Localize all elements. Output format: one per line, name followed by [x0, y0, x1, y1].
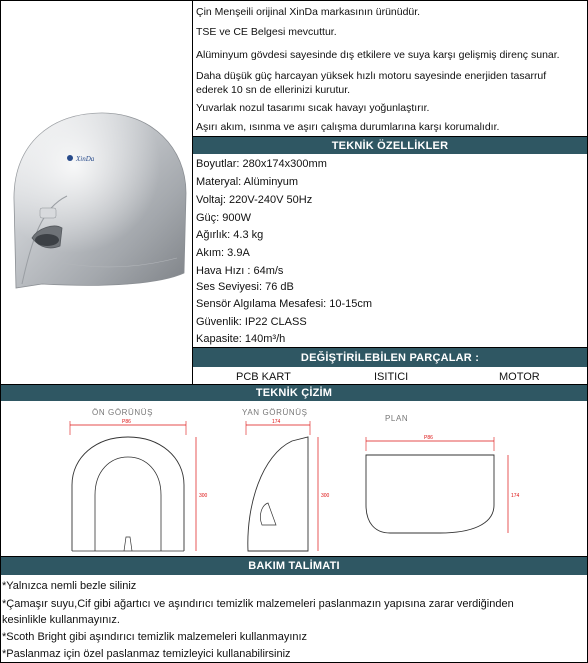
- plan-view-label: PLAN: [385, 414, 409, 423]
- spec-power: Güç: 900W: [196, 212, 252, 224]
- spec-current: Akım: 3.9A: [196, 247, 250, 259]
- plan-height-dim: 174: [511, 493, 520, 499]
- hand-dryer-product-image: [2, 88, 190, 298]
- spec-voltage: Voltaj: 220V-240V 50Hz: [196, 194, 313, 206]
- spec-safety: Güvenlik: IP22 CLASS: [196, 316, 307, 328]
- spec-material: Materyal: Alüminyum: [196, 176, 299, 188]
- intro-line: ederek 10 sn de ellerinizi kurutur.: [196, 84, 351, 96]
- plan-view-drawing: [366, 414, 520, 533]
- care-line: *Yalnızca nemli bezle siliniz: [2, 580, 137, 592]
- side-view-label: YAN GÖRÜNÜŞ: [242, 408, 308, 417]
- front-view-label: ÖN GÖRÜNÜŞ: [92, 408, 154, 417]
- front-width-dim: P86: [122, 419, 131, 425]
- side-height-dim: 300: [321, 493, 330, 499]
- side-width-dim: 174: [272, 419, 281, 425]
- care-line: kesinlikle kullanmayınız.: [2, 614, 120, 626]
- column-divider: [192, 0, 193, 384]
- intro-line: Alüminyum gövdesi sayesinde dış etkilere ve suya karşı gelişmiş direnç sunar.: [196, 49, 560, 61]
- care-line: *Çamaşır suyu,Cif gibi ağartıcı ve aşındırıcı temizlik malzemeleri paslanmazın yapısına zarar verdiğinden: [2, 598, 514, 610]
- spec-capacity: Kapasite: 140m³/h: [196, 333, 286, 345]
- part-pcb: PCB KART: [236, 371, 291, 383]
- side-view-drawing: [242, 408, 330, 551]
- drawing-title: TEKNİK ÇİZİM: [1, 385, 587, 401]
- part-heater: ISITICI: [374, 371, 409, 383]
- part-motor: MOTOR: [499, 371, 540, 383]
- spec-dimensions: Boyutlar: 280x174x300mm: [196, 158, 327, 170]
- intro-line: Yuvarlak nozul tasarımı sıcak havayı yoğunlaştırır.: [196, 102, 430, 114]
- front-view-drawing: [70, 408, 208, 551]
- intro-line: Çin Menşeili orijinal XinDa markasının ürünüdür.: [196, 6, 421, 18]
- specs-title: TEKNİK ÖZELLİKLER: [193, 137, 587, 154]
- front-height-dim: 300: [199, 493, 208, 499]
- svg-text:XinDa: XinDa: [76, 155, 95, 163]
- intro-line: TSE ve CE Belgesi mevcuttur.: [196, 26, 337, 38]
- spec-sensor-range: Sensör Algılama Mesafesi: 10-15cm: [196, 298, 373, 310]
- parts-title: DEĞİŞTİRİLEBİLEN PARÇALAR :: [193, 348, 587, 367]
- care-line: *Scoth Bright gibi aşındırıcı temizlik malzemeleri kullanmayınız: [2, 631, 308, 643]
- care-title: BAKIM TALİMATI: [1, 557, 587, 575]
- spec-air-speed: Hava Hızı : 64m/s: [196, 265, 284, 277]
- plan-width-dim: P86: [424, 435, 433, 441]
- spec-weight: Ağırlık: 4.3 kg: [196, 229, 264, 241]
- care-line: *Paslanmaz için özel paslanmaz temizleyici kullanabilirsiniz: [2, 648, 291, 660]
- spec-noise: Ses Seviyesi: 76 dB: [196, 281, 294, 293]
- technical-drawings: [0, 405, 588, 555]
- intro-line: Aşırı akım, ısınma ve aşırı çalışma durumlarına karşı korumalıdır.: [196, 121, 500, 133]
- intro-line: Daha düşük güç harcayan yüksek hızlı motoru sayesinde enerjiden tasarruf: [196, 70, 547, 82]
